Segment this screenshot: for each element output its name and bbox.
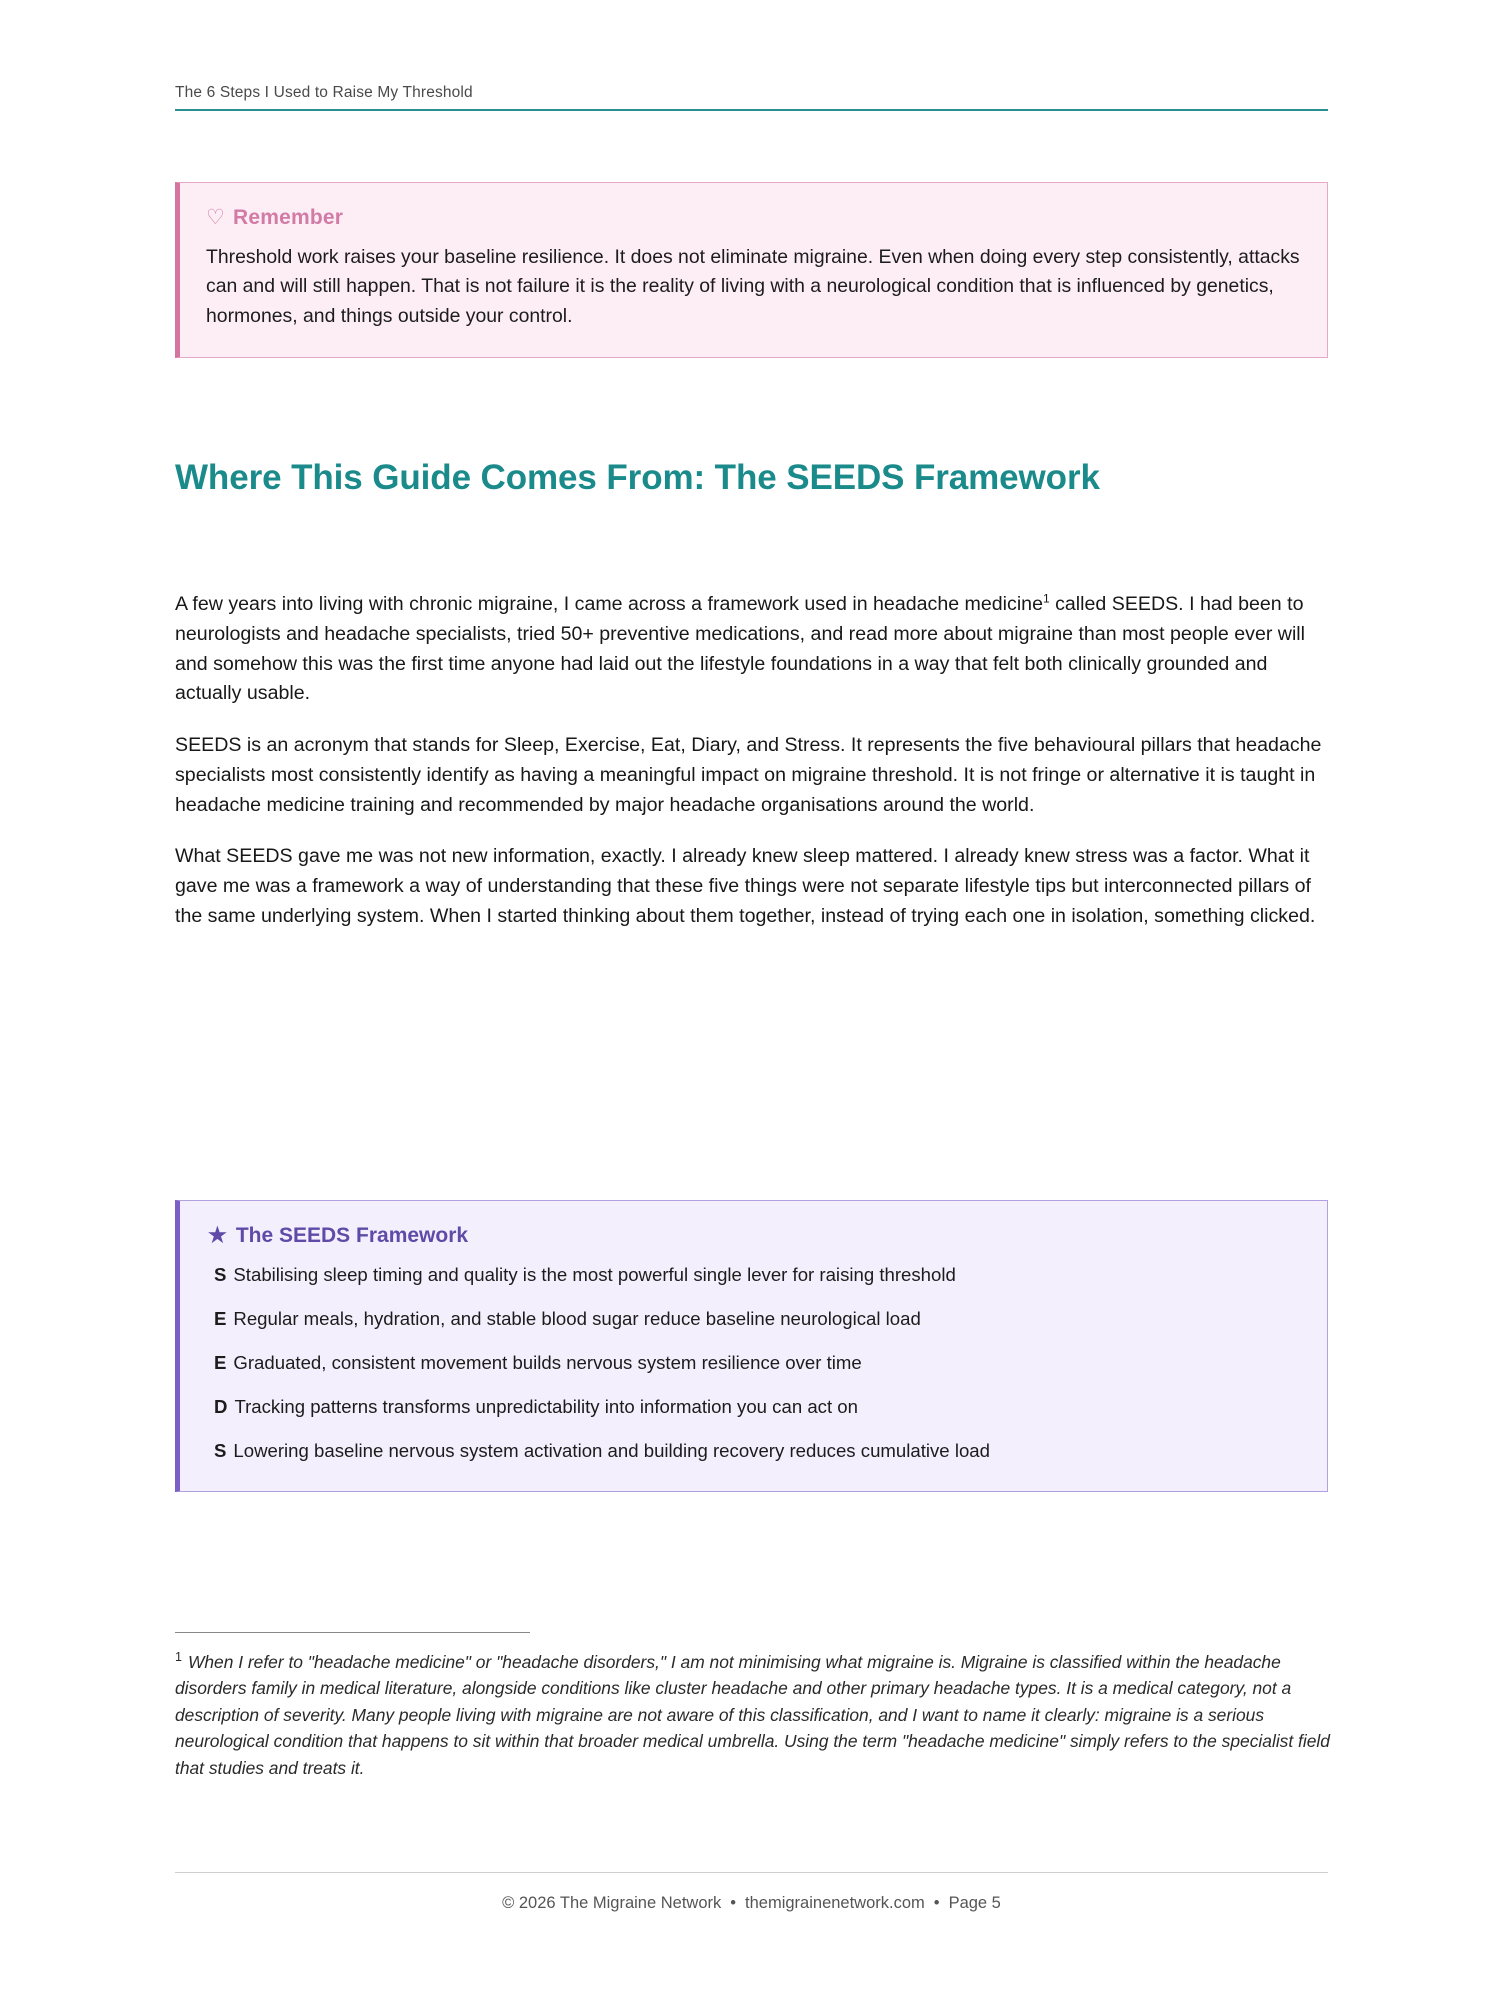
framework-item-text: Regular meals, hydration, and stable blood sugar reduce baseline neurological load: [233, 1307, 921, 1329]
framework-item-letter: E: [214, 1351, 227, 1373]
paragraph-2: SEEDS is an acronym that stands for Sleep, Exercise, Eat, Diary, and Stress. It represents the five behavioural pillars that headache specialists most consistently identify as having a meaningful impact on migraine threshold. It is not fringe or alternative it is taught in headache medicine training and recommended by major headache organisations around the world.: [175, 734, 1322, 816]
callout-remember: [175, 182, 1328, 358]
footnote-marker: 1: [175, 1650, 182, 1664]
heart-outline-icon: ♡: [206, 206, 226, 229]
framework-title-text: The SEEDS Framework: [235, 1224, 469, 1247]
footer-website: themigrainenetwork.com: [745, 1894, 925, 1912]
page-footer: [175, 1894, 1328, 1913]
framework-item-text: Graduated, consistent movement builds nervous system resilience over time: [233, 1351, 862, 1373]
star-icon: ★: [208, 1224, 227, 1247]
list-item: [214, 1262, 1299, 1289]
callout-remember-body: Threshold work raises your baseline resilience. It does not eliminate migraine. Even when doing every step consistently, attacks can and will still happen. That is not failure it is the reality of living with a neurological condition that is influenced by genetics, hormones, and things outside your control.: [206, 246, 1300, 327]
framework-item-letter: S: [214, 1264, 227, 1285]
framework-item-letter: S: [214, 1439, 227, 1461]
callout-seeds-framework: [175, 1200, 1328, 1492]
section-heading: Where This Guide Comes From: The SEEDS Framework: [175, 458, 1100, 497]
framework-item-text: Tracking patterns transforms unpredictability into information you can act on: [234, 1395, 858, 1417]
callout-remember-title: [206, 205, 1301, 230]
paragraph-3: What SEEDS gave me was not new information, exactly. I already knew sleep mattered. I already knew stress was a factor. What it gave me was a framework a way of understanding that these five things were not separate lifestyle tips but interconnected pillars of the same underlying system. When I started thinking about them together, instead of trying each one in isolation, something clicked.: [175, 845, 1316, 928]
footer-separator-dot: •: [730, 1894, 737, 1912]
running-header: [175, 84, 1328, 111]
framework-item-text: Stabilising sleep timing and quality is the most powerful single lever for raising threshold: [233, 1264, 956, 1285]
section-body: [175, 590, 1335, 932]
running-header-rule: [175, 109, 1328, 111]
footnote-reference-1: 1: [1042, 591, 1050, 606]
footnote-1: [175, 1648, 1335, 1781]
running-header-title: The 6 Steps I Used to Raise My Threshold: [175, 84, 473, 101]
footer-separator: [175, 1872, 1328, 1873]
footer-page-number: Page 5: [948, 1894, 1001, 1912]
paragraph-1-part-a: A few years into living with chronic migraine, I came across a framework used in headache medicine: [175, 593, 1043, 615]
framework-title: [208, 1223, 1299, 1248]
footnote-separator: [175, 1632, 530, 1633]
footer-separator-dot-2: •: [933, 1894, 940, 1912]
framework-item-letter: D: [214, 1395, 228, 1417]
list-item: [214, 1394, 1299, 1421]
list-item: [214, 1350, 1299, 1377]
framework-item-text: Lowering baseline nervous system activation and building recovery reduces cumulative load: [233, 1439, 990, 1461]
footer-copyright: © 2026 The Migraine Network: [502, 1894, 722, 1912]
paragraph-1: [175, 590, 1335, 709]
list-item: [214, 1438, 1299, 1465]
paragraph-1-part-b: called SEEDS. I had been to neurologists and headache specialists, tried 50+ preventive medications, and read more about migraine than most people ever will and somehow this was the first time anyone had laid out the lifestyle foundations in a way that felt both clinically grounded and actually usable.: [175, 593, 1306, 705]
framework-item-letter: E: [214, 1307, 227, 1329]
list-item: [214, 1306, 1299, 1333]
callout-remember-title-text: Remember: [233, 206, 344, 229]
footnote-text: When I refer to "headache medicine" or "headache disorders," I am not minimising what migraine is. Migraine is classified within the headache disorders family in medical literature, alongside conditions like cluster headache and other primary headache types. It is a medical category, not a description of severity. Many people living with migraine are not aware of this classification, and I want to name it clearly: migraine is a serious neurological condition that happens to sit within that broader medical umbrella. Using the term "headache medicine" simply refers to the specialist field that studies and treats it.: [175, 1651, 1330, 1778]
